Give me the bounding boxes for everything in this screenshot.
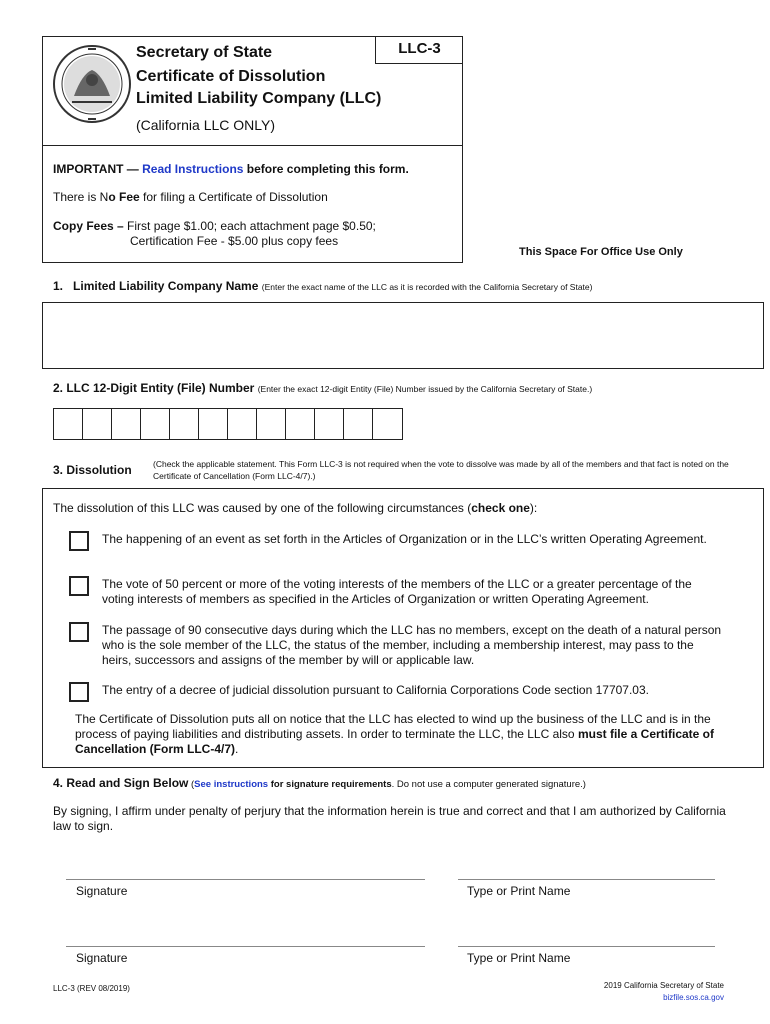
section4-heading	[53, 776, 586, 790]
section1-title: Limited Liability Company Name	[73, 279, 259, 293]
print-name-line-2[interactable]	[458, 946, 715, 947]
signature-line-1[interactable]	[66, 879, 425, 880]
section1-heading	[53, 279, 592, 293]
page-title: Secretary of State	[136, 44, 273, 61]
office-use-label: This Space For Office Use Only	[519, 246, 683, 258]
no-fee-text	[53, 190, 328, 204]
section4-title: 4. Read and Sign Below	[53, 776, 189, 790]
option2-checkbox[interactable]	[69, 576, 89, 596]
option3-checkbox[interactable]	[69, 622, 89, 642]
section4-note-post: . Do not use a computer generated signature.)	[391, 779, 586, 790]
bizfile-link[interactable]: bizfile.sos.ca.gov	[663, 993, 724, 1002]
section2-title: 2. LLC 12-Digit Entity (File) Number	[53, 381, 255, 395]
form-revision: LLC-3 (REV 08/2019)	[53, 984, 130, 993]
form-subtitle: (California LLC ONLY)	[136, 117, 276, 133]
print-name-line-1[interactable]	[458, 879, 715, 880]
section3-title: 3. Dissolution	[53, 463, 132, 477]
entity-digit-3[interactable]	[112, 409, 141, 439]
no-fee-pre: There is N	[53, 190, 109, 204]
no-fee-post: for filing a Certificate of Dissolution	[139, 190, 328, 204]
section3-note: (Check the applicable statement. This Form LLC-3 is not required when the vote to dissolve was made by all of the members and that fact is noted on the Certificate of Cancellation (Form LLC-4/7).)	[153, 459, 729, 481]
dissolution-intro	[53, 501, 537, 515]
entity-number-input	[53, 408, 403, 440]
important-tail: before completing this form.	[243, 162, 409, 176]
llc-name-input[interactable]	[42, 302, 764, 369]
signature-line-2[interactable]	[66, 946, 425, 947]
form-title-line3: Limited Liability Company (LLC)	[136, 90, 382, 107]
option1-checkbox[interactable]	[69, 531, 89, 551]
form-id: LLC-3	[375, 36, 463, 64]
entity-digit-11[interactable]	[344, 409, 373, 439]
option2-text: The vote of 50 percent or more of the voting interests of the members of the LLC or a greater percentage of the voting interests of members as specified in the Articles of Organization or written Operating Agreement.	[102, 577, 692, 606]
section1-number: 1.	[53, 279, 64, 293]
entity-digit-9[interactable]	[286, 409, 315, 439]
option3-text: The passage of 90 consecutive days during which the LLC has no members, except on the death of a natural person who is the sole member of the LLC, the status of the member, including a membership interest, may pass to the heirs, successors and assigns of the member by will or applicable law.	[102, 623, 722, 667]
entity-digit-6[interactable]	[199, 409, 228, 439]
print-name-label-2: Type or Print Name	[467, 951, 571, 965]
state-seal-icon	[52, 44, 132, 124]
entity-digit-2[interactable]	[83, 409, 112, 439]
entity-digit-5[interactable]	[170, 409, 199, 439]
copy-fees-line1	[53, 219, 376, 233]
section1-note: (Enter the exact name of the LLC as it is recorded with the California Secretary of State)	[261, 282, 593, 292]
copy-fees-label: Copy Fees –	[53, 219, 124, 233]
affirmation-text: By signing, I affirm under penalty of perjury that the information herein is true and correct and that I am authorized by California law to sign.	[53, 804, 726, 833]
dissolution-closing	[75, 712, 715, 757]
read-instructions-link[interactable]: Read Instructions	[142, 162, 244, 176]
copyright: 2019 California Secretary of State	[603, 981, 724, 990]
entity-digit-7[interactable]	[228, 409, 257, 439]
intro-post: ):	[529, 501, 538, 515]
intro-bold: check one	[471, 501, 530, 515]
signature-label-2: Signature	[76, 951, 128, 965]
important-lead: IMPORTANT —	[53, 162, 143, 176]
copy-fees-text: First page $1.00; each attachment page $0.50;	[123, 219, 376, 233]
entity-digit-8[interactable]	[257, 409, 286, 439]
entity-digit-4[interactable]	[141, 409, 170, 439]
copy-fees-line2: Certification Fee - $5.00 plus copy fees	[130, 234, 339, 248]
entity-digit-10[interactable]	[315, 409, 344, 439]
see-instructions-link[interactable]: See instructions	[194, 779, 269, 790]
closing-post: .	[235, 742, 239, 756]
closing-bold1: must file a	[577, 727, 638, 741]
section4-note-pre: (	[188, 779, 195, 790]
no-fee-bold: o Fee	[108, 190, 140, 204]
intro-pre: The dissolution of this LLC was caused by one of the following circumstances (	[53, 501, 472, 515]
closing-bold2: Certificate of Cancellation (Form LLC-4/7)	[75, 727, 715, 756]
section4-note-bold: for signature requirements	[268, 779, 392, 790]
print-name-label-1: Type or Print Name	[467, 884, 571, 898]
closing-pre: The Certificate of Dissolution puts all on notice that the LLC has elected to wind up the business of the LLC and is in the process of paying liabilities and distributing assets. In order to terminate the LLC, the LLC also	[75, 712, 711, 741]
option4-text: The entry of a decree of judicial dissolution pursuant to California Corporations Code section 17707.03.	[102, 683, 649, 697]
section2-heading	[53, 381, 592, 395]
signature-label-1: Signature	[76, 884, 128, 898]
form-title: Certificate of Dissolution	[136, 68, 326, 85]
option1-text: The happening of an event as set forth in the Articles of Organization or in the LLC’s written Operating Agreement.	[102, 532, 707, 546]
important-notice	[53, 162, 409, 176]
entity-digit-1[interactable]	[54, 409, 83, 439]
entity-digit-12[interactable]	[373, 409, 402, 439]
section2-note: (Enter the exact 12-digit Entity (File) Number issued by the California Secretary of State.)	[257, 384, 593, 394]
option4-checkbox[interactable]	[69, 682, 89, 702]
